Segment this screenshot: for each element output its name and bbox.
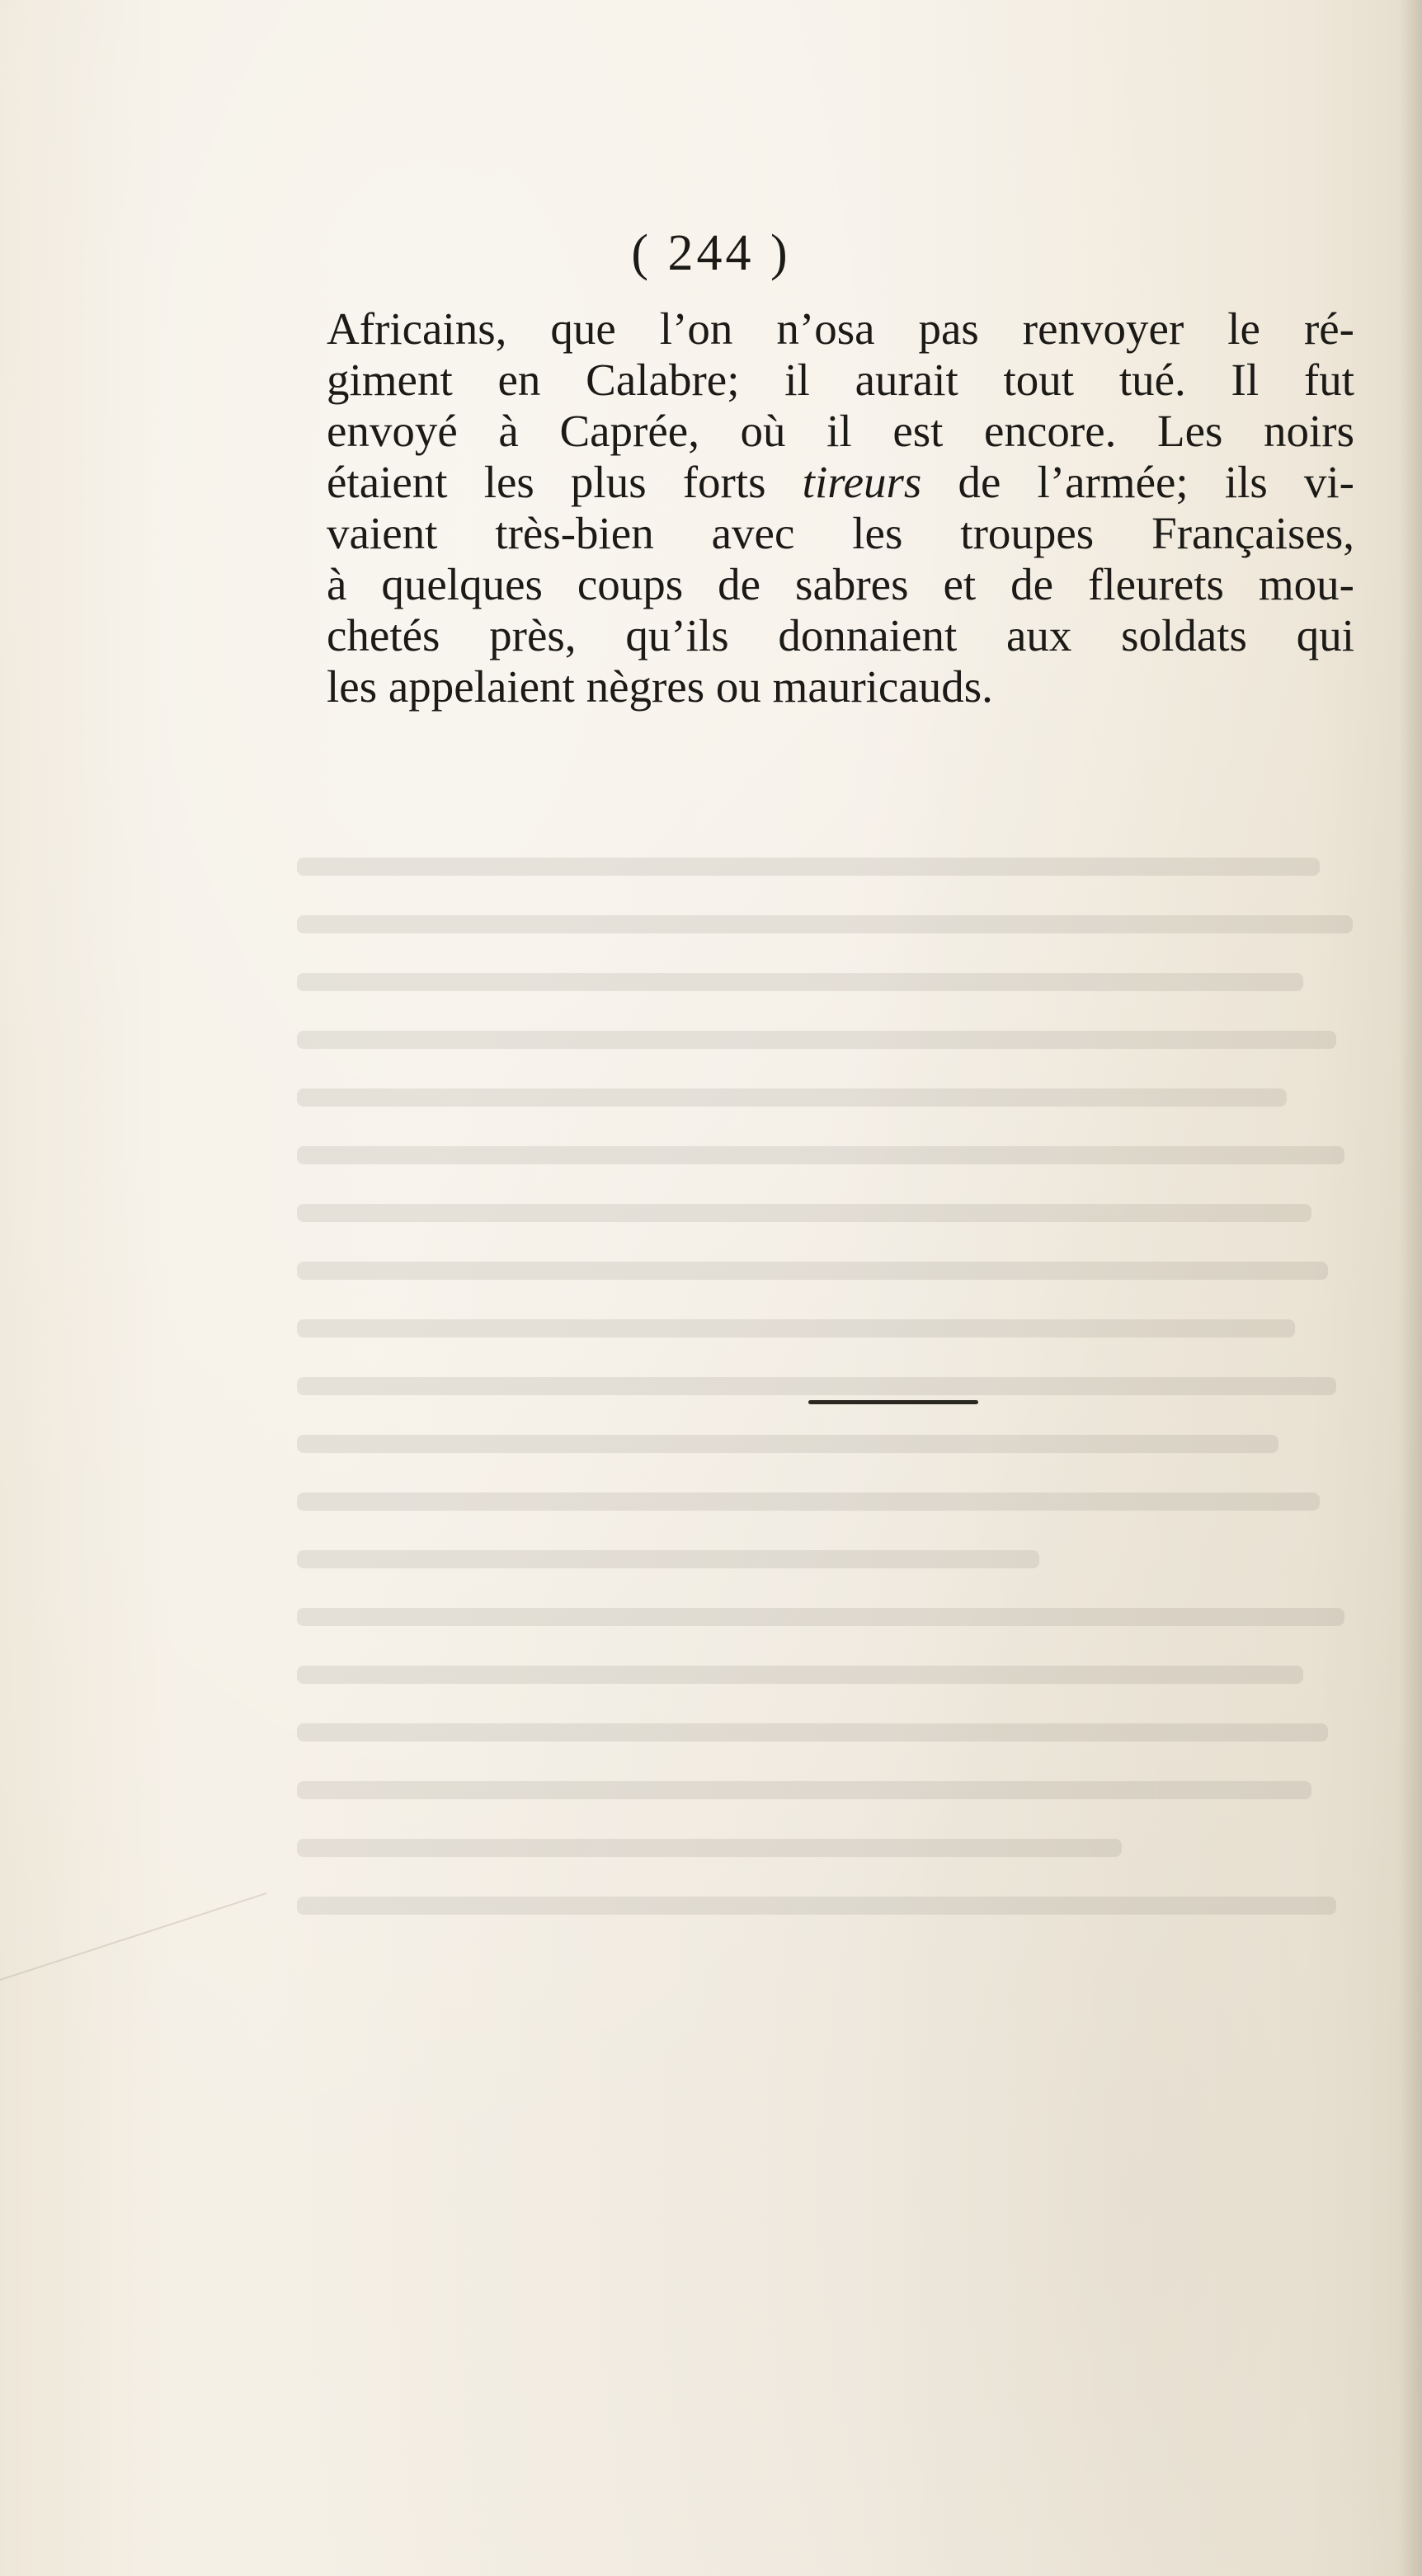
- text-line: chetés près, qu’ils donnaient aux soldats qui: [327, 610, 1354, 660]
- text-line: à quelques coups de sabres et de fleurets mou-: [327, 559, 1354, 609]
- text-segment: de l’armée; ils vi-: [958, 457, 1354, 507]
- page-edge-shadow: [1399, 0, 1422, 2576]
- body-text: [327, 303, 1354, 712]
- reverse-side-show-through: [297, 858, 1386, 2424]
- section-separator-rule: [808, 1400, 978, 1404]
- page-number: ( 244 ): [631, 225, 791, 281]
- text-line: Africains, que l’on n’osa pas renvoyer le ré-: [327, 303, 1354, 354]
- italic-word: tireurs: [802, 457, 922, 507]
- text-line: envoyé à Caprée, où il est encore. Les noirs: [327, 406, 1354, 456]
- text-line: [327, 457, 1354, 508]
- text-segment: étaient les plus forts: [327, 457, 766, 507]
- text-line: giment en Calabre; il aurait tout tué. Il fut: [327, 355, 1354, 405]
- paper-crease: [0, 1892, 267, 1981]
- text-line: les appelaient nègres ou mauricauds.: [327, 661, 993, 712]
- text-line: vaient très-bien avec les troupes Françaises,: [327, 508, 1354, 558]
